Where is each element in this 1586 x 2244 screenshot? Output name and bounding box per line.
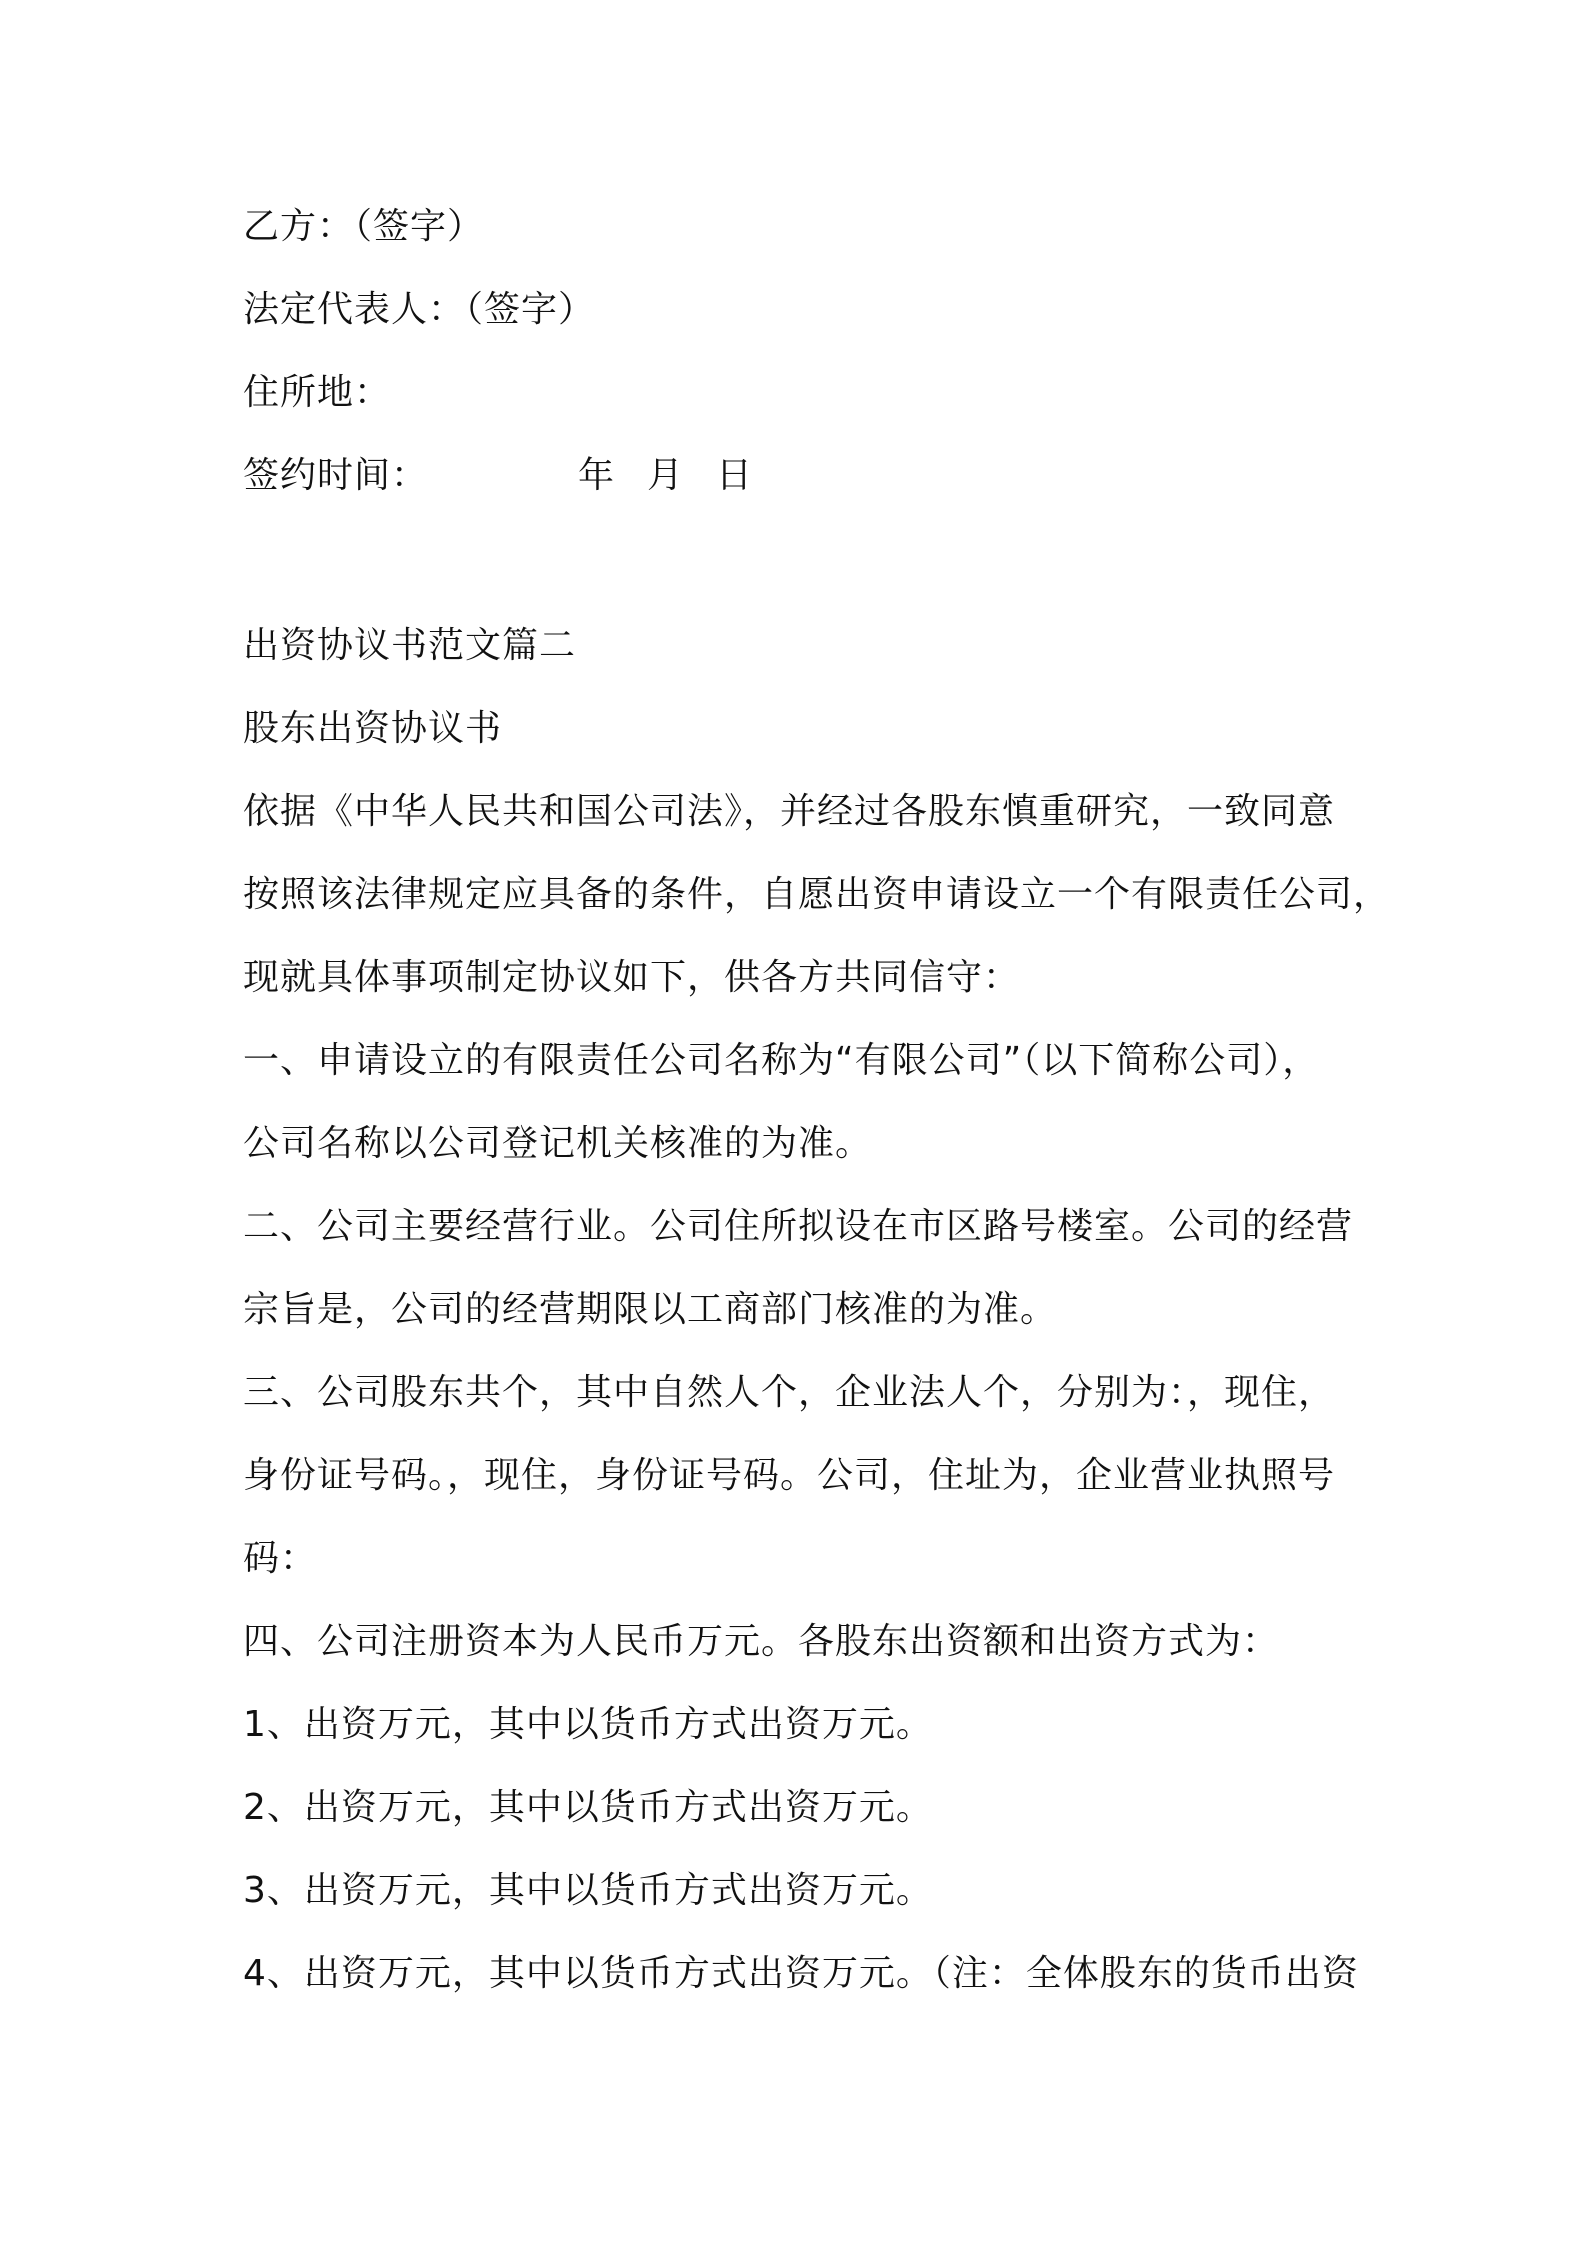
year-label: 年	[578, 455, 616, 496]
month-label: 月	[647, 455, 685, 496]
body-line: 三、公司股东共个，其中自然人个，企业法人个，分别为：，现住，	[243, 1372, 1336, 1413]
body-line: 四、公司注册资本为人民币万元。各股东出资额和出资方式为：	[243, 1621, 1280, 1662]
party-b-signature: 乙方：（签字）	[243, 206, 485, 247]
address-field: 住所地：	[243, 372, 392, 413]
sign-time-line	[243, 453, 753, 499]
document-title: 股东出资协议书	[243, 708, 503, 749]
section-title: 出资协议书范文篇二	[243, 625, 577, 666]
body-line: 按照该法律规定应具备的条件，自愿出资申请设立一个有限责任公司，	[243, 874, 1391, 915]
sign-time-label: 签约时间：	[243, 455, 429, 496]
body-line: 现就具体事项制定协议如下，供各方共同信守：	[243, 957, 1021, 998]
body-line: 3、出资万元，其中以货币方式出资万元。	[243, 1870, 933, 1911]
body-line: 2、出资万元，其中以货币方式出资万元。	[243, 1787, 933, 1828]
body-line: 公司名称以公司登记机关核准的为准。	[243, 1123, 873, 1164]
body-line: 依据《中华人民共和国公司法》，并经过各股东慎重研究，一致同意	[243, 791, 1336, 832]
body-line: 二、公司主要经营行业。公司住所拟设在市区路号楼室。公司的经营	[243, 1206, 1354, 1247]
body-line: 身份证号码。，现住，身份证号码。公司，住址为，企业营业执照号	[243, 1455, 1336, 1496]
legal-representative-signature: 法定代表人：（签字）	[243, 289, 596, 330]
body-line: 4、出资万元，其中以货币方式出资万元。（注：全体股东的货币出资	[243, 1953, 1359, 1994]
body-line: 码：	[243, 1538, 318, 1579]
body-line: 一、申请设立的有限责任公司名称为“有限公司”（以下简称公司），	[243, 1040, 1320, 1081]
body-line: 1、出资万元，其中以货币方式出资万元。	[243, 1704, 933, 1745]
body-line: 宗旨是，公司的经营期限以工商部门核准的为准。	[243, 1289, 1058, 1330]
day-label: 日	[716, 455, 754, 496]
